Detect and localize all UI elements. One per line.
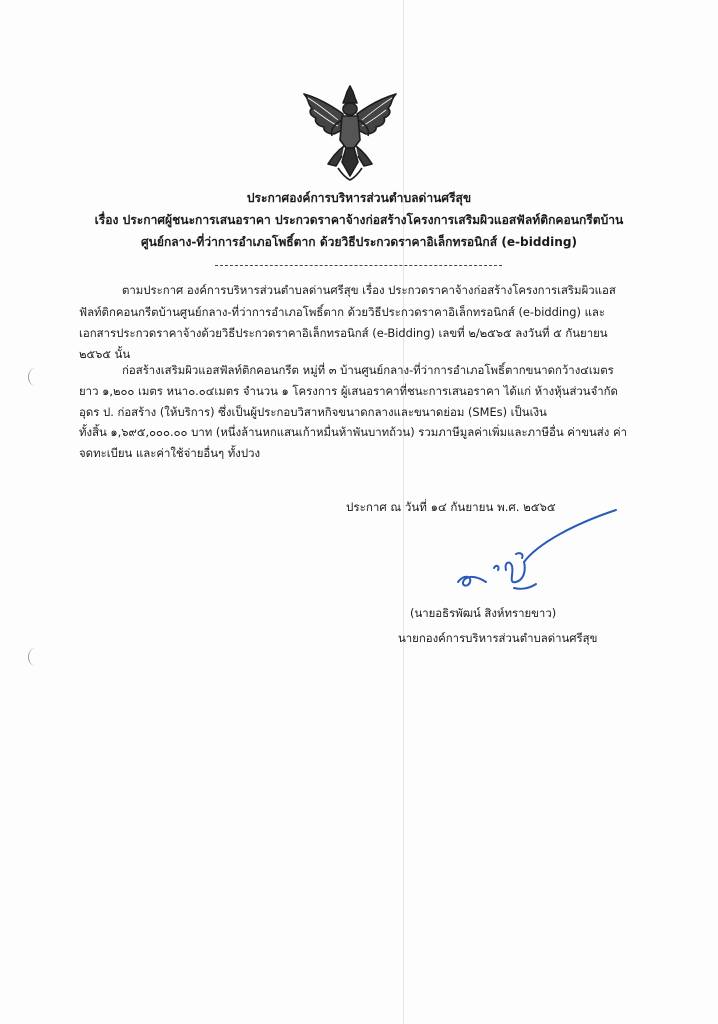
signer-title: นายกองค์การบริหารส่วนตำบลด่านศรีสุข	[398, 631, 598, 645]
body-text-line: ก่อสร้างเสริมผิวแอสฟัลท์ติกคอนกรีต หมู่ที่ ๓ บ้านศูนย์กลาง-ที่ว่าการอำเภอโพธิ์ตากขนาดกว้าง๔เมตร	[122, 363, 614, 377]
announcement-subject: เรื่อง ประกาศผู้ชนะการเสนอราคา ประกวดราคาจ้างก่อสร้างโครงการเสริมผิวแอสฟัลท์ติกคอนกรีตบ้าน	[94, 213, 624, 227]
announcement-issuer: ประกาศองค์การบริหารส่วนตำบลด่านศรีสุข	[246, 191, 472, 205]
body-text-line: ตามประกาศ องค์การบริหารส่วนตำบลด่านศรีสุข เรื่อง ประกวดราคาจ้างก่อสร้างโครงการเสริมผิวแอส	[122, 283, 616, 297]
signer-name: (นายอธิรพัฒน์ สิงห์ทรายขาว)	[410, 606, 557, 620]
handwritten-signature	[450, 504, 620, 594]
heading-separator	[215, 265, 502, 266]
body-text-line: เอกสารประกวดราคาจ้างด้วยวิธีประกวดราคาอิเล็กทรอนิกส์ (e-Bidding) เลขที่ ๒/๒๕๖๕ ลงวันที่ ๕ กันยายน	[79, 326, 608, 340]
announcement-subject-continued: ศูนย์กลาง-ที่ว่าการอำเภอโพธิ์ตาก ด้วยวิธีประกวดราคาอิเล็กทรอนิกส์ (e-bidding)	[140, 235, 578, 249]
body-text-line: ฟัลท์ติกคอนกรีตบ้านศูนย์กลาง-ที่ว่าการอำเภอโพธิ์ตาก ด้วยวิธีประกวดราคาอิเล็กทรอนิกส์ (e-bidding) และ	[79, 305, 606, 319]
body-text-line: อุดร ป. ก่อสร้าง (ให้บริการ) ซึ่งเป็นผู้ประกอบวิสาหกิจขนาดกลางและขนาดย่อม (SMEs) เป็นเงิน	[79, 405, 547, 419]
body-text-line: ยาว ๑,๒๐๐ เมตร หนา๐.๐๔เมตร จำนวน ๑ โครงการ ผู้เสนอราคาที่ชนะการเสนอราคา ได้แก่ ห้างหุ้นส่วนจำกัด	[79, 384, 618, 398]
announcement-date: ประกาศ ณ วันที่ ๑๔ กันยายน พ.ศ. ๒๕๖๕	[346, 500, 556, 514]
body-text-line: ทั้งสิ้น ๑,๖๙๕,๐๐๐.๐๐ บาท (หนึ่งล้านหกแสนเก้าหมื่นห้าพันบาทถ้วน) รวมภาษีมูลค่าเพิ่มและภาษีอื่น ค่าขนส่ง ค่า	[79, 425, 627, 439]
body-text-line: ๒๕๖๕ นั้น	[79, 347, 131, 361]
garuda-emblem-icon	[298, 84, 402, 182]
punch-hole-mark	[28, 648, 43, 666]
body-text-line: จดทะเบียน และค่าใช้จ่ายอื่นๆ ทั้งปวง	[79, 446, 261, 460]
punch-hole-mark	[28, 368, 43, 386]
